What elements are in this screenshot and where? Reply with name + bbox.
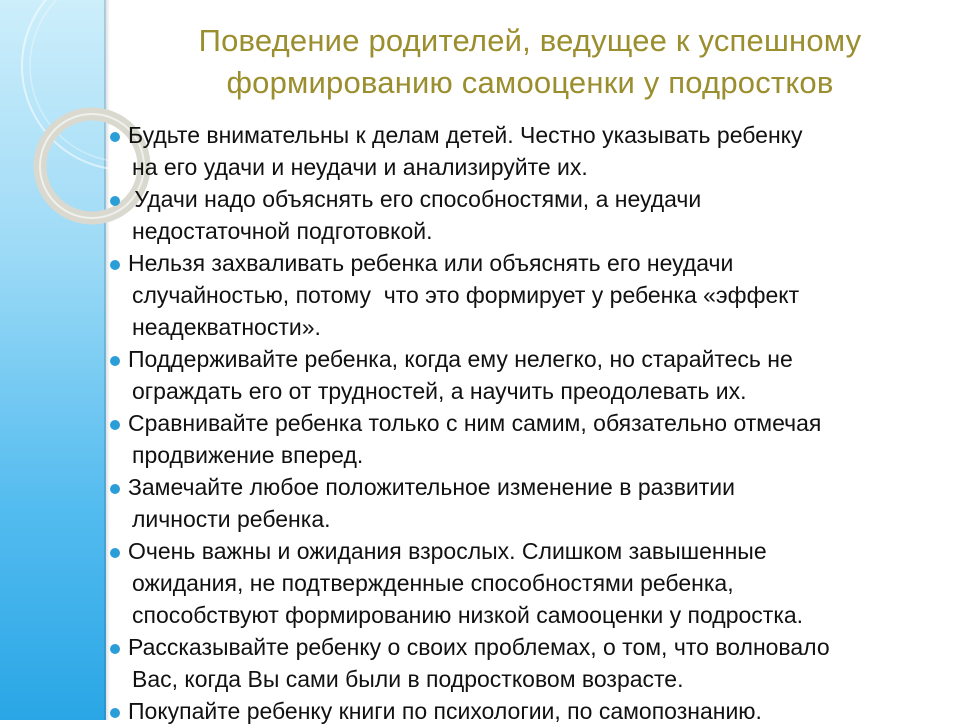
bullet-line: случайностью, потому что это формирует у ребенка «эффект: [132, 282, 800, 308]
bullet-dot-icon: [110, 644, 120, 654]
bullet-line: ожидания, не подтвержденные способностями ребенка,: [132, 570, 734, 596]
bullet-line: Покупайте ребенку книги по психологии, по самопознанию.: [128, 698, 762, 724]
bullet-text: [128, 183, 951, 247]
bullet-text: [128, 247, 951, 343]
bullet-text: [128, 343, 951, 407]
bullet-item: [106, 631, 951, 695]
bullet-item: [106, 119, 951, 183]
bullet-item: [106, 407, 951, 471]
bullet-text: [128, 631, 951, 695]
bullet-dot-icon: [110, 548, 120, 558]
bullet-item: [106, 247, 951, 343]
bullet-item: [106, 535, 951, 631]
bullet-line: недостаточной подготовкой.: [132, 218, 433, 244]
bullet-line: Очень важны и ожидания взрослых. Слишком завышенные: [128, 538, 767, 564]
bullet-dot-icon: [110, 484, 120, 494]
bullet-line: Будьте внимательны к делам детей. Честно указывать ребенку: [128, 122, 803, 148]
bullet-line: Поддерживайте ребенка, когда ему нелегко, но старайтесь не: [128, 346, 793, 372]
bullet-dot-icon: [110, 356, 120, 366]
bullet-text: [128, 119, 951, 183]
bullet-line: на его удачи и неудачи и анализируйте их.: [132, 154, 588, 180]
bullet-line: Замечайте любое положительное изменение в развитии: [128, 474, 735, 500]
bullet-line: способствуют формированию низкой самооценки у подростка.: [132, 602, 804, 628]
bullet-text: [128, 695, 951, 727]
bullet-line: Нельзя захваливать ребенка или объяснять его неудачи: [128, 250, 734, 276]
bullet-line: продвижение вперед.: [132, 442, 364, 468]
bullet-text: [128, 535, 951, 631]
bullet-item: [106, 695, 951, 727]
bullet-line: Рассказывайте ребенку о своих проблемах, о том, что волновало: [128, 634, 830, 660]
bullet-list: [106, 119, 951, 727]
title-line-2: формированию самооценки у подростков: [226, 65, 834, 100]
bullet-dot-icon: [110, 132, 120, 142]
bullet-text: [128, 471, 951, 535]
bullet-item: [106, 343, 951, 407]
bullet-line: Удачи надо объяснять его способностями, а неудачи: [128, 186, 702, 212]
bullet-line: Вас, когда Вы сами были в подростковом возрасте.: [132, 666, 684, 692]
bullet-dot-icon: [110, 260, 120, 270]
bullet-line: неадекватности».: [132, 314, 321, 340]
slide-title: [120, 20, 940, 104]
bullet-item: [106, 183, 951, 247]
bullet-line: Сравнивайте ребенка только с ним самим, обязательно отмечая: [128, 410, 822, 436]
bullet-dot-icon: [110, 708, 120, 718]
bullet-line: ограждать его от трудностей, а научить преодолевать их.: [132, 378, 747, 404]
bullet-text: [128, 407, 951, 471]
bullet-item: [106, 471, 951, 535]
bullet-line: личности ребенка.: [132, 506, 331, 532]
bullet-dot-icon: [110, 420, 120, 430]
title-line-1: Поведение родителей, ведущее к успешному: [198, 23, 862, 58]
bullet-dot-icon: [110, 196, 120, 206]
